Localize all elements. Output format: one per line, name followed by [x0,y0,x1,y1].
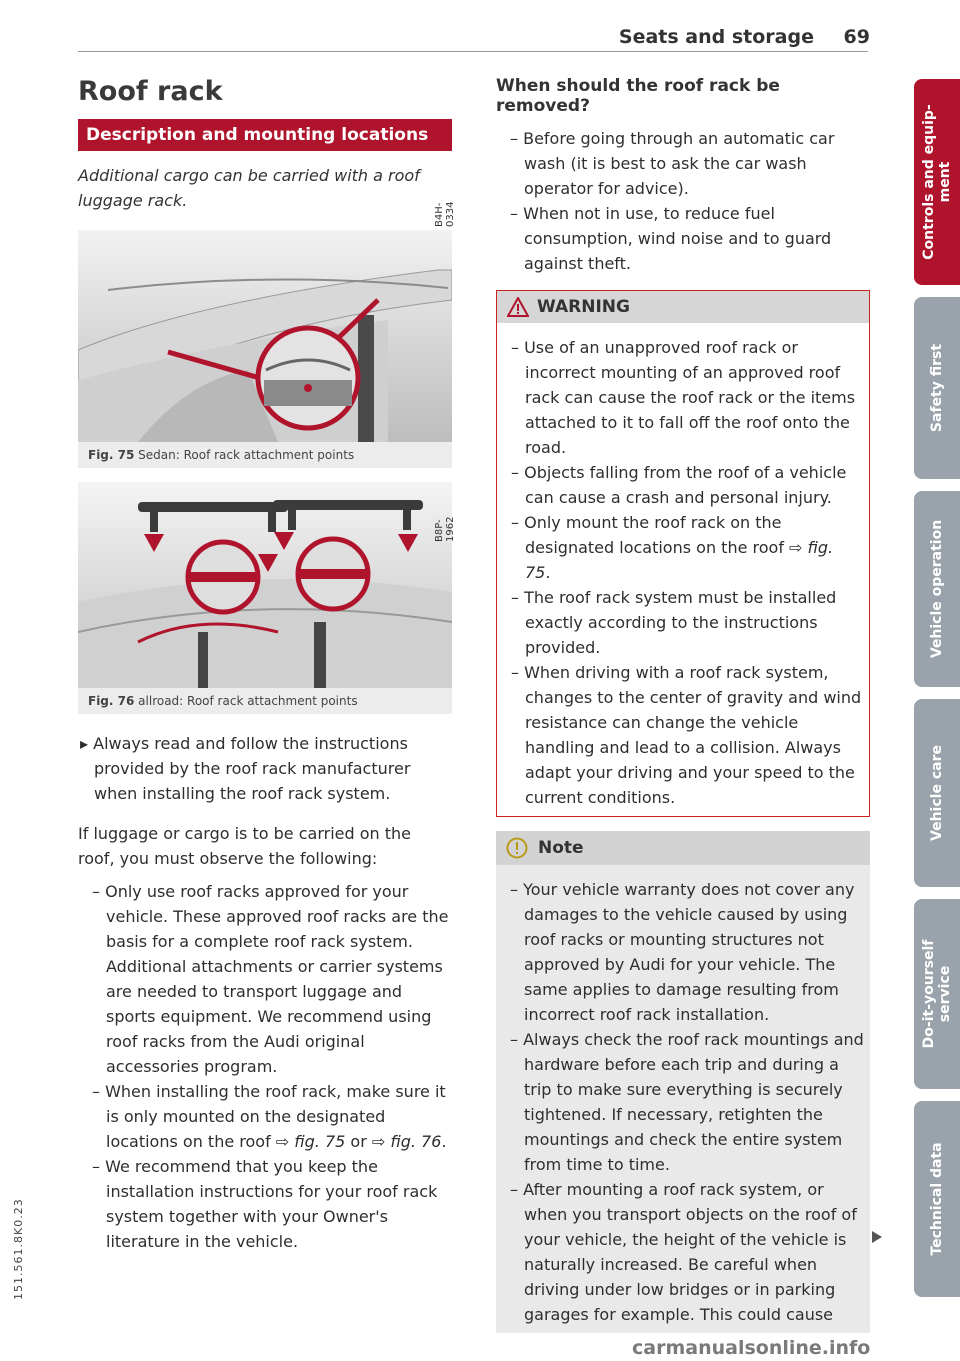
requirements-list [78,879,452,1254]
figure-76-code: B8P-1962 [434,516,456,542]
removal-list [496,126,870,276]
list-item: – After mounting a roof rack system, or when you transport objects on the roof of your vehicle, the height of the vehicle is naturally increased. Be careful when driving under low bridges or in parking garages for example. This could cause [496,1177,864,1327]
allroad-roof-illustration [78,482,452,688]
warning-title: WARNING [537,297,630,317]
list-item-text: Only mount the roof rack on the designated locations on the roof [524,513,790,557]
figure-75-label: Fig. 75 [88,448,135,462]
removal-heading: When should the roof rack be removed? [496,76,780,116]
step-instruction: ▸ Always read and follow the instructions provided by the roof rack manufacturer when installing the roof rack system. [80,734,411,803]
right-column [496,72,870,1333]
figure-75-caption [78,442,452,468]
tab-controls-label: Controls and equip- ment [921,104,953,260]
list-item-text: . [545,563,551,582]
intro-text: Additional cargo can be carried with a roof luggage rack. [78,166,420,210]
fig-75-link[interactable]: ⇨ fig. 75 [525,538,834,582]
figure-75-caption-text: Sedan: Roof rack attachment points [138,448,355,462]
sedan-roof-illustration [78,230,452,442]
figure-76-caption [78,688,452,714]
tab-controls[interactable] [914,79,960,285]
fig-76-link[interactable]: ⇨ fig. 76 [371,1132,442,1151]
figure-76 [78,482,452,714]
note-title: Note [538,838,584,858]
warning-list [497,331,869,816]
page-number: 69 [843,26,870,48]
tab-technical-label: Technical data [929,1142,945,1256]
header-rule [78,51,868,52]
page-title: Roof rack [78,76,223,107]
document-code: 151.561.8K0.23 [12,1198,25,1300]
continued-arrow-icon [872,1231,882,1243]
list-item: – We recommend that you keep the installation instructions for your roof rack system together with your Owner's literature in the vehicle. [78,1154,452,1254]
note-list [496,873,870,1333]
lead-text: If luggage or cargo is to be carried on the roof, you must observe the following: [78,824,411,868]
note-box [496,831,870,1333]
note-header [496,831,870,865]
tab-vehicle-care-label: Vehicle care [929,745,945,841]
watermark: carmanualsonline.info [632,1337,871,1359]
list-item: – Objects falling from the roof of a vehicle can cause a crash and personal injury. [497,460,863,510]
tab-safety[interactable] [914,297,960,479]
tab-vehicle-operation[interactable] [914,491,960,687]
list-item: – When driving with a roof rack system, changes to the center of gravity and wind resistance can change the vehicle handling and lead to a collision. Always adapt your driving and your speed to the current conditions. [497,660,863,810]
warning-box [496,290,870,817]
figure-76-caption-text: allroad: Roof rack attachment points [138,694,358,708]
warning-triangle-icon [507,297,529,317]
list-item [497,510,863,585]
list-item-text: . [441,1132,447,1151]
list-item: – Only use roof racks approved for your vehicle. These approved roof racks are the basis for a complete roof rack system. Additional attachments or carrier systems are needed to transport luggage and sports equipment. We recommend using roof racks from the Audi original accessories program. [78,879,452,1079]
tab-vehicle-operation-label: Vehicle operation [929,519,945,659]
fig-75-link[interactable]: ⇨ fig. 75 [275,1132,346,1151]
tab-diy-label: Do-it-yourself service [921,939,953,1049]
list-item [78,1079,452,1154]
note-info-icon [506,837,528,859]
list-item-text: When installing the roof rack, make sure it is only mounted on the designated locations on the roof [105,1082,446,1151]
running-head [560,26,870,48]
list-item: – When not in use, to reduce fuel consumption, wind noise and to guard against theft. [496,201,870,276]
list-item: – Your vehicle warranty does not cover any damages to the vehicle caused by using roof racks or mounting structures not approved by Audi for your vehicle. The same applies to damage resulting from incorrect roof rack installation. [496,877,864,1027]
warning-header [497,291,869,323]
left-column [78,72,456,1254]
tab-vehicle-care[interactable] [914,699,960,887]
list-item-text: or [345,1132,372,1151]
list-item: – Use of an unapproved roof rack or incorrect mounting of an approved roof rack can cause the roof rack or the items attached to it to fall off the roof onto the road. [497,335,863,460]
figure-76-label: Fig. 76 [88,694,135,708]
figure-75-code: B4H-0334 [434,201,456,227]
tab-technical-data[interactable] [914,1101,960,1297]
list-item: – Always check the roof rack mountings and hardware before each trip and during a trip to make sure everything is securely tightened. If necessary, retighten the mountings and check the entire system from time to time. [496,1027,864,1177]
list-item: – The roof rack system must be installed exactly according to the instructions provided. [497,585,863,660]
tab-diy-service[interactable] [914,899,960,1089]
section-name: Seats and storage [618,26,814,48]
figure-75 [78,230,452,468]
step-text: Always read and follow the instructions provided by the roof rack manufacturer when installing the roof rack system. [93,734,411,803]
subheading-bar: Description and mounting locations [78,119,452,151]
tab-safety-label: Safety first [929,343,945,433]
list-item: – Before going through an automatic car wash (it is best to ask the car wash operator for advice). [496,126,870,201]
